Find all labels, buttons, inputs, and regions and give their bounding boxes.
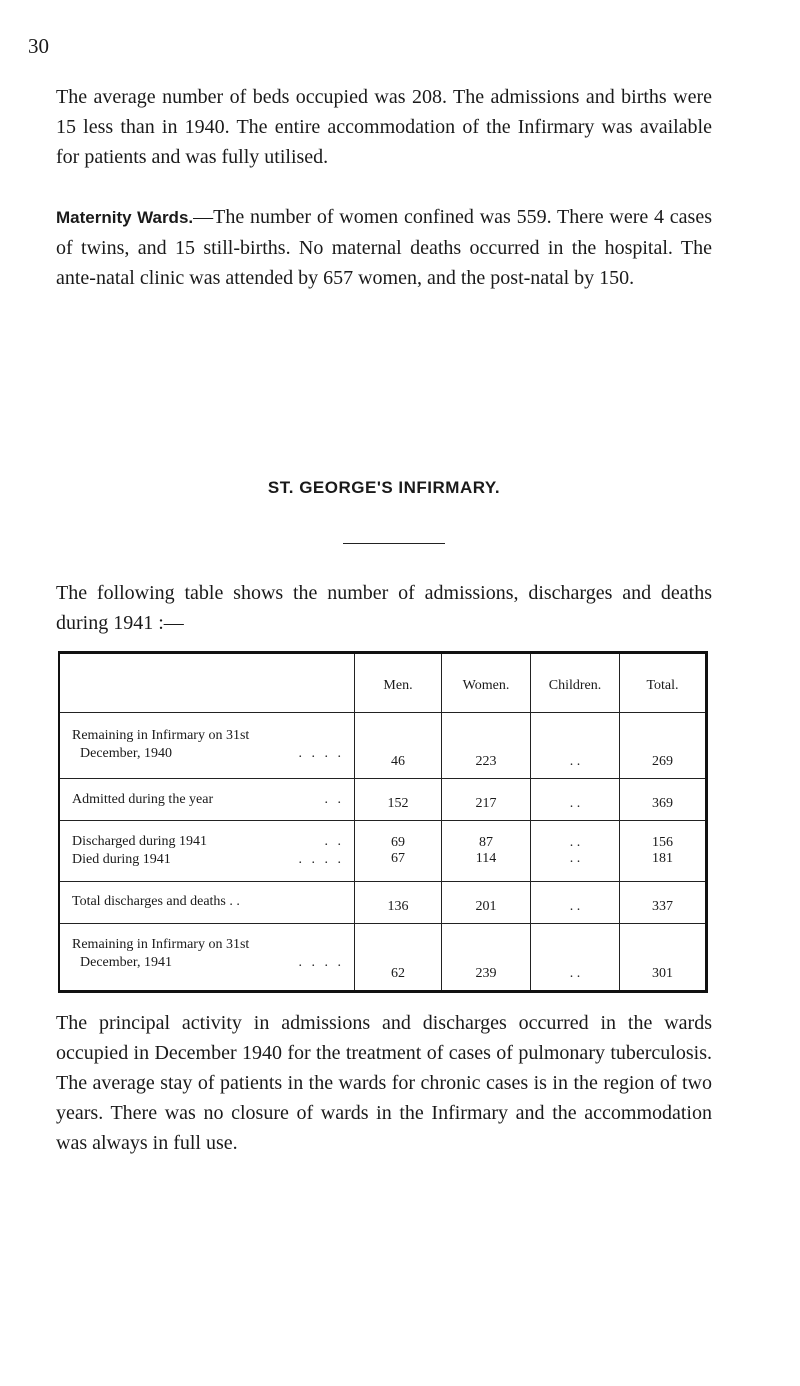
row-leader-dots: . . . . [298,746,344,761]
cell-women: 223 [442,713,531,779]
cell-total: 269 [620,713,707,779]
row-label-line1: Admitted during the year [72,791,214,807]
cell-total: 156 [620,821,707,852]
row-label [59,851,355,881]
header-label-col [59,653,355,713]
table-header-row [59,653,707,713]
admissions-table [58,651,708,993]
paragraph-principal-activity: The principal activity in admissions and discharges occurred in the wards occupied in December 1940 for the treatment of cases of pulmonary tuberculosis. The average stay of patients in the wards for chronic cases is in the region of two years. There was no closure of wards in the Infirmary and the accommodation was always in full use. [56,1012,712,1154]
admissions-table-wrapper [58,651,708,993]
cell-women: 87 [442,821,531,852]
cell-total: 369 [620,779,707,821]
cell-children: . . [531,713,620,779]
row-leader-dots: . . . . [298,954,344,970]
table-row [59,779,707,821]
row-label-line2 [72,954,354,972]
table-row [59,851,707,881]
paragraph-table-intro: The following table shows the number of admissions, discharges and deaths during 1941 :— [56,582,712,634]
cell-women: 217 [442,779,531,821]
section-divider [343,543,445,544]
paragraph-bed-occupancy: The average number of beds occupied was 208. The admissions and births were 15 less than in 1940. The entire accommodation of the Infirmary was available for patients and was fully utilised. [56,86,712,168]
cell-women: 114 [442,851,531,881]
cell-total: 337 [620,881,707,923]
row-label-line2 [72,745,354,763]
row-leader-dots: . . [324,834,344,849]
row-leader-dots: . . [324,791,344,807]
table-row [59,821,707,852]
row-label-line2-text: December, 1941 [80,954,172,970]
row-label [59,821,355,852]
cell-men: 46 [355,713,442,779]
cell-women: 239 [442,923,531,991]
maternity-wards-text: —The number of women confined was 559. There were 4 cases of twins, and 15 still-births. No maternal deaths occurred in the hospital. The ante-natal clinic was attended by 657 women, and the post-natal by 150. [56,206,713,289]
cell-men: 67 [355,851,442,881]
row-label-line1: Discharged during 1941 [72,834,208,849]
header-children: Children. [531,653,620,713]
paragraph-maternity-wards [56,202,712,293]
row-label [59,779,355,821]
cell-children: . . [531,821,620,852]
row-label [59,923,355,991]
cell-children: . . [531,923,620,991]
header-women: Women. [442,653,531,713]
row-label-line2-text: December, 1940 [80,746,172,761]
row-label-line1: Remaining in Infirmary on 31st [72,936,250,952]
cell-men: 152 [355,779,442,821]
row-label-line1: Remaining in Infirmary on 31st [72,728,250,743]
cell-children: . . [531,881,620,923]
cell-children: . . [531,779,620,821]
row-label [59,713,355,779]
table-row [59,713,707,779]
maternity-wards-heading: Maternity Wards. [56,208,194,227]
header-men: Men. [355,653,442,713]
page-number: 30 [28,34,49,58]
row-label-line1: Died during 1941 [72,852,171,867]
row-label: Total discharges and deaths . . [59,881,355,923]
cell-total: 181 [620,851,707,881]
cell-men: 62 [355,923,442,991]
table-row [59,923,707,991]
cell-men: 136 [355,881,442,923]
cell-men: 69 [355,821,442,852]
header-total: Total. [620,653,707,713]
row-leader-dots: . . . . [298,852,344,867]
cell-children: . . [531,851,620,881]
section-title: ST. GEORGE'S INFIRMARY. [267,478,501,497]
cell-women: 201 [442,881,531,923]
cell-total: 301 [620,923,707,991]
table-row [59,881,707,923]
